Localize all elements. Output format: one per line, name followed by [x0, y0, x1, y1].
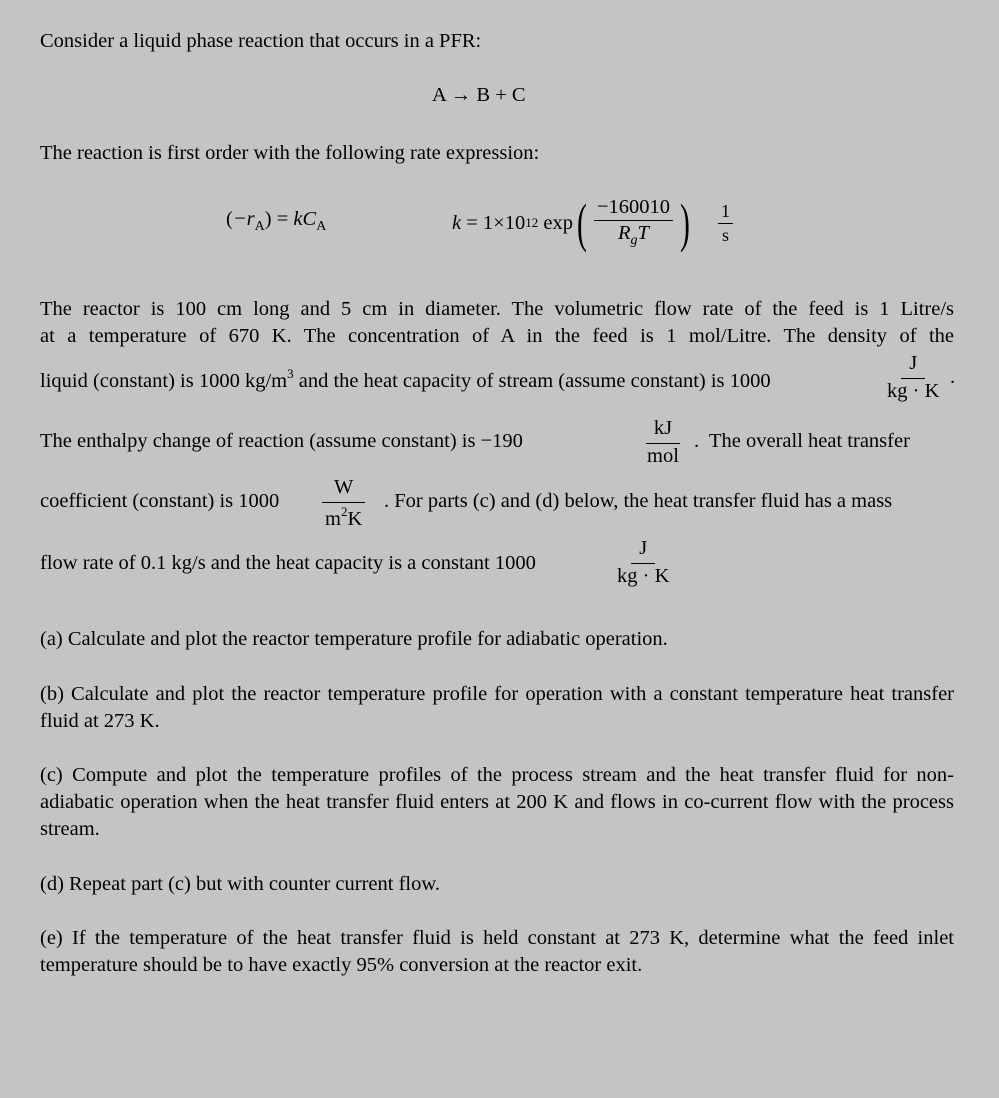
k-den-r: R: [618, 222, 631, 245]
k-exp-word: exp: [538, 211, 573, 234]
rate-close-paren: ): [264, 208, 272, 230]
k-unit-num: 1: [718, 202, 733, 224]
para2-kj-fraction: [644, 418, 682, 467]
para2-kj-num: kJ: [646, 418, 680, 444]
k-exponent: 12: [525, 215, 539, 230]
part-a: (a) Calculate and plot the reactor temperature profile for adiabatic operation.: [40, 628, 668, 650]
para1-line1: The reactor is 100 cm long and 5 cm in diameter. The volumetric flow rate of the feed is 1 Litre/s: [40, 298, 954, 320]
para2-line1-b: . The overall heat transfer: [694, 430, 910, 452]
para2-kj-frac-inner: [644, 418, 682, 467]
para2-w-den: [322, 503, 365, 531]
para2-w-den-sup: 2: [341, 503, 348, 519]
para2-w-den-k: K: [347, 507, 363, 530]
k-equals: =: [461, 211, 483, 234]
para2-w-num: W: [322, 477, 365, 503]
para2-j-den: kg · K: [617, 564, 670, 587]
para2-j-num: J: [631, 538, 655, 564]
para2-j-frac-inner: [614, 538, 672, 587]
part-b: (b) Calculate and plot the reactor temperature profile for operation with a constant temperature heat transfer fluid at 273 K.: [40, 683, 954, 732]
k-unit-fraction: [718, 202, 733, 245]
para2-line2-b: . For parts (c) and (d) below, the heat transfer fluid has a mass: [384, 490, 893, 512]
k-den-t: T: [637, 222, 649, 245]
k-denominator: [615, 221, 652, 249]
k-coefficient: 1×10: [482, 211, 526, 234]
para1-unit-den: kg · K: [887, 379, 940, 402]
para1-line2: at a temperature of 670 K. The concentration of A in the feed is 1 mol/Litre. The density of the: [40, 325, 954, 347]
para2-w-den-m: m: [325, 507, 341, 530]
part-d: (d) Repeat part (c) but with counter current flow.: [40, 873, 440, 895]
rate-open-paren: (: [226, 208, 233, 230]
para2-w-fraction: [322, 477, 365, 530]
para1-line3-sup: 3: [287, 366, 294, 381]
para1-line3-b: and the heat capacity of stream (assume constant) is 1000: [293, 370, 771, 392]
k-den-r-sub: g: [630, 233, 638, 249]
para2-line3-a: flow rate of 0.1 kg/s and the heat capacity is a constant 1000: [40, 552, 536, 574]
para2-kj-den: mol: [647, 444, 679, 467]
k-numerator: −160010: [594, 197, 673, 222]
k-left-paren: (: [577, 193, 587, 253]
part-c: (c) Compute and plot the temperature profiles of the process stream and the heat transfer fluid for non-adiabatic operation when the heat transfer fluid enters at 200 K and flows in co-current flow with the process stream.: [40, 764, 954, 840]
reaction-equation: A → B + C: [432, 84, 526, 106]
para1-unit-frac-inner: [884, 353, 942, 402]
para1-unit-fraction: [884, 353, 942, 402]
rate-kc: kC: [293, 208, 317, 230]
part-e: (e) If the temperature of the heat transfer fluid is held constant at 273 K, determine what the feed inlet temperature should be to have exactly 95% conversion at the reactor exit.: [40, 927, 954, 976]
k-arrhenius-fraction: [594, 197, 673, 249]
rate-kc-subscript: A: [316, 219, 327, 234]
para2-w-frac-inner: [322, 477, 365, 530]
para1-line3-a: liquid (constant) is 1000 kg/m: [40, 370, 288, 392]
k-unit-den: s: [721, 224, 729, 245]
rate-minus-r: −r: [232, 208, 255, 230]
para2-j-fraction: [614, 538, 672, 587]
rate-expression: [226, 208, 326, 235]
order-text: The reaction is first order with the following rate expression:: [40, 142, 540, 164]
rate-equals: =: [271, 208, 294, 230]
intro-text: Consider a liquid phase reaction that occurs in a PFR:: [40, 30, 482, 52]
k-symbol: k: [452, 211, 462, 234]
para2-line2-a: coefficient (constant) is 1000: [40, 490, 280, 512]
para1-unit-num: J: [901, 353, 925, 379]
para2-line1-a: The enthalpy change of reaction (assume constant) is −190: [40, 430, 523, 452]
rate-subscript: A: [254, 219, 265, 234]
para1-period: .: [950, 366, 956, 388]
k-expression: [452, 193, 736, 253]
k-right-paren: ): [680, 193, 690, 253]
para1-line3: [40, 366, 771, 393]
